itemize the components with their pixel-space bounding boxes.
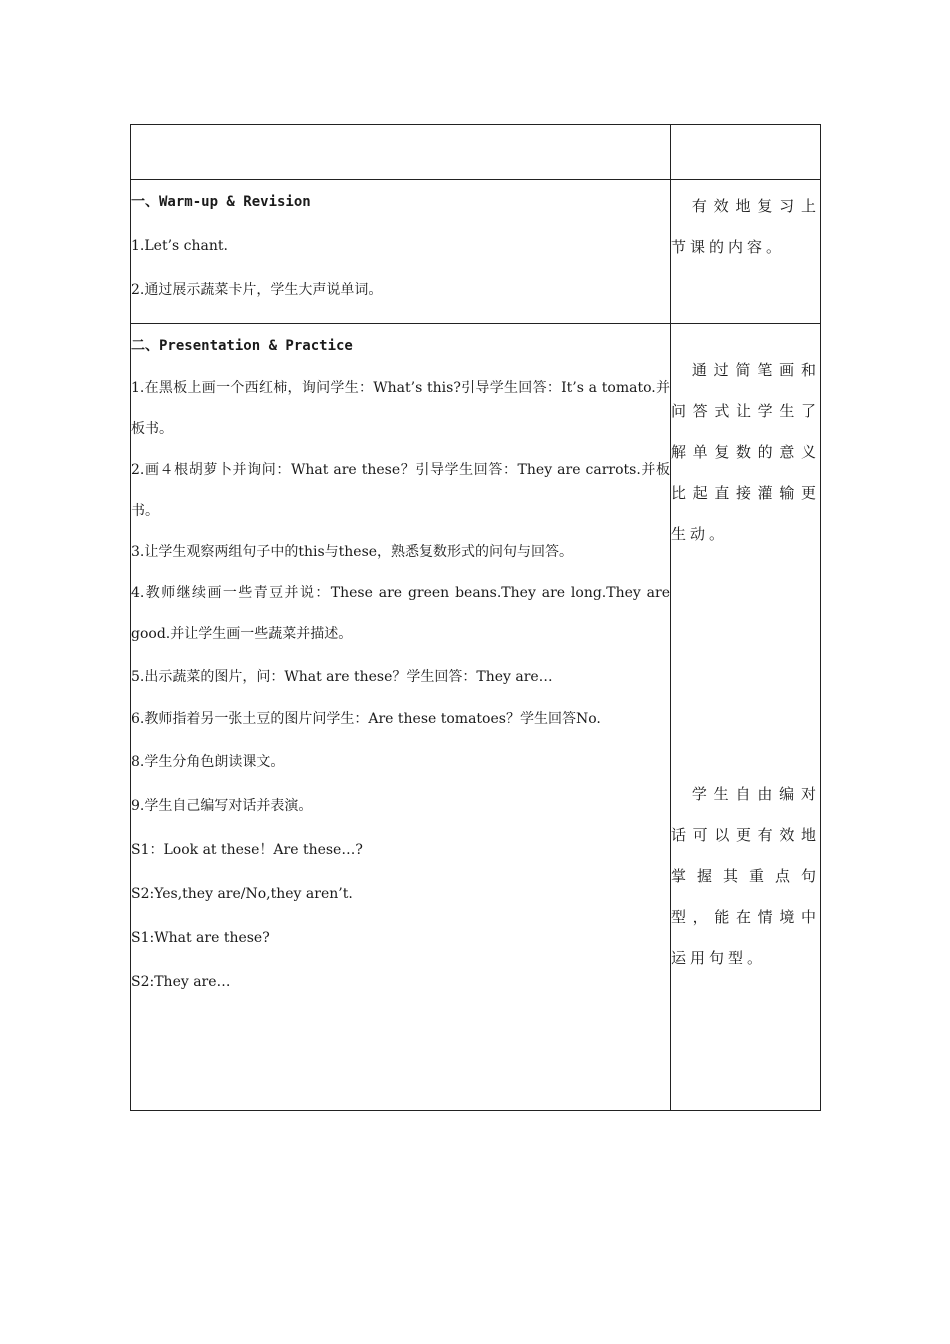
warmup-steps-cell: [131, 180, 671, 324]
presentation-item: 2.画４根胡萝卜并询问：What are these？引导学生回答：They are carrots.并板书。: [131, 462, 670, 519]
lesson-plan-table: [130, 124, 821, 1111]
presentation-item: 9.学生自己编写对话并表演。: [131, 798, 313, 814]
warmup-design-note: 有效地复习上节课的内容。: [671, 197, 820, 256]
warmup-item: 1.Let’s chant.: [131, 238, 228, 254]
warmup-item: 2.通过展示蔬菜卡片，学生大声说单词。: [131, 282, 383, 298]
table-row-presentation: [131, 324, 821, 1111]
presentation-item: 8.学生分角色朗读课文。: [131, 754, 285, 770]
table-row-warmup: [131, 180, 821, 324]
presentation-item: 5.出示蔬菜的图片，问：What are these？学生回答：They are…: [131, 669, 553, 685]
warmup-note-cell: [671, 180, 821, 324]
presentation-item: 6.教师指着另一张土豆的图片问学生：Are these tomatoes？学生回答No.: [131, 711, 601, 727]
presentation-steps-cell: [131, 324, 671, 1111]
presentation-item: 3.让学生观察两组句子中的this与these，熟悉复数形式的问句与回答。: [131, 544, 574, 560]
presentation-note-cell: [671, 324, 821, 1111]
empty-cell-note: [671, 125, 821, 180]
table-row-empty: [131, 125, 821, 180]
presentation-item: 1.在黑板上画一个西红柿，询问学生：What’s this?引导学生回答：It’s a tomato.并板书。: [131, 380, 670, 437]
presentation-heading: 二、Presentation & Practice: [131, 338, 353, 354]
dialogue-line: S1:What are these?: [131, 930, 270, 946]
presentation-item: 4.教师继续画一些青豆并说：These are green beans.They are long.They are good.并让学生画一些蔬菜并描述。: [131, 585, 670, 642]
dialogue-line: S2:Yes,they are/No,they aren’t.: [131, 886, 353, 902]
dialogue-line: S1：Look at these！Are these…?: [131, 842, 363, 858]
presentation-design-note-2: 学生自由编对话可以更有效地掌握其重点句型，能在情境中运用句型。: [671, 785, 820, 967]
warmup-heading: 一、Warm-up & Revision: [131, 194, 311, 210]
presentation-design-note-1: 通过简笔画和问答式让学生了解单复数的意义比起直接灌输更生动。: [671, 361, 820, 543]
dialogue-line: S2:They are…: [131, 974, 231, 990]
empty-cell-main: [131, 125, 671, 180]
